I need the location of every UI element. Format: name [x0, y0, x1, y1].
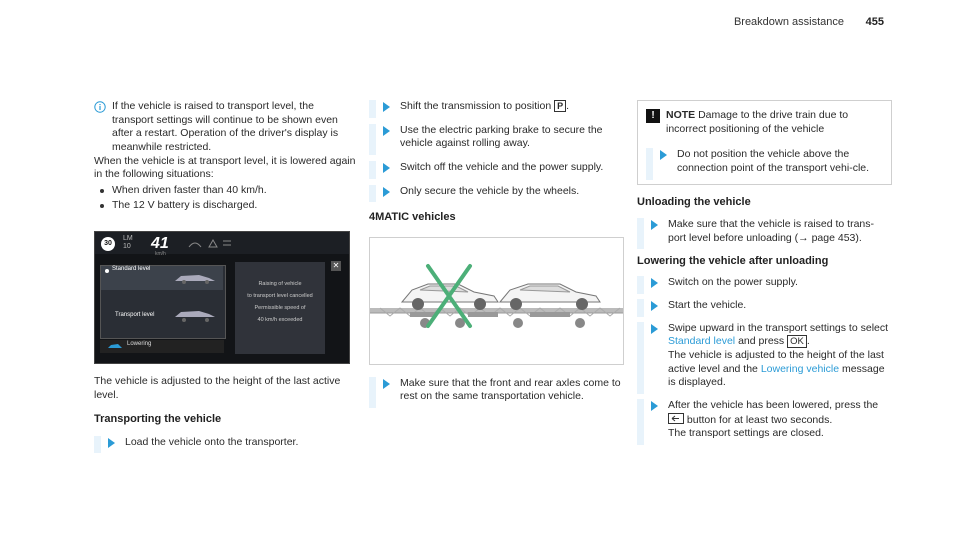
bullet-dot	[100, 189, 104, 193]
park-key-icon: P	[554, 100, 566, 112]
step-arrow-icon	[108, 438, 115, 448]
page-number: 455	[865, 16, 884, 28]
transport-illustration	[369, 237, 624, 365]
list-item-text: The 12 V battery is discharged.	[112, 199, 258, 212]
step-item	[369, 185, 622, 199]
step-item	[637, 218, 890, 245]
back-button-icon	[668, 413, 684, 424]
step-text: Make sure that the vehicle is raised to trans-port level before unloading (→ page 453).	[668, 217, 875, 244]
step-item	[369, 100, 622, 114]
step-text: Switch off the vehicle and the power supply.	[400, 160, 604, 173]
step-item	[369, 161, 622, 175]
step-text: Shift the transmission to position P .	[400, 100, 570, 112]
column-3	[637, 100, 890, 441]
note-text: If the vehicle is raised to transport level, the transport settings will continue to be shown even after a restart. Operation of the driver's display is meanwhile restricted.	[112, 100, 339, 153]
step-text: After the vehicle has been lowered, press the button for at least two seconds. The transport settings are closed.	[668, 398, 879, 440]
step-arrow-icon	[651, 401, 658, 411]
step-text: Only secure the vehicle by the wheels.	[400, 184, 580, 197]
step-arrow-icon	[383, 187, 390, 197]
message-text: Raising of vehicle to transport level cancelled Permissible speed of 40 km/h exceeded	[247, 281, 313, 324]
gear-indicator: LM 10	[123, 235, 133, 251]
figure-caption: The vehicle is adjusted to the height of the last active level.	[94, 375, 341, 401]
step-text: Make sure that the front and rear axles come to rest on the same transportation vehicle.	[400, 376, 621, 403]
step-arrow-icon	[383, 126, 390, 136]
close-icon: ✕	[332, 261, 340, 271]
step-arrow-icon	[383, 163, 390, 173]
step-item	[94, 436, 356, 450]
step-arrow-icon	[383, 379, 390, 389]
step-item	[637, 276, 890, 290]
warning-icon: !	[646, 109, 660, 123]
transporter-cars-image	[370, 238, 623, 364]
step-text: Load the vehicle onto the transporter.	[125, 435, 299, 448]
list-item	[100, 184, 356, 198]
ok-key-icon: OK	[787, 335, 807, 348]
step-arrow-icon	[651, 301, 658, 311]
menu-standard-level: Standard level	[112, 266, 151, 273]
step-arrow-icon	[651, 220, 658, 230]
lowering-vehicle-link: Lowering vehicle	[760, 362, 840, 375]
step-item	[646, 148, 883, 175]
header-title: Breakdown assistance	[733, 16, 844, 28]
step-arrow-icon	[651, 278, 658, 288]
info-note	[94, 100, 356, 155]
step-item	[637, 299, 890, 313]
speed-readout: 41	[151, 235, 169, 253]
step-text: Swipe upward in the transport settings to select Standard level and press OK . The vehicle is adjusted to the height of the last active level and the Lowering vehicle message is displayed.	[668, 321, 889, 389]
step-text: Do not position the vehicle above the connection point of the transport vehi-cle.	[677, 148, 870, 174]
driver-display-image	[94, 231, 350, 364]
info-icon	[94, 101, 106, 113]
step-item	[369, 124, 622, 151]
step-text: Use the electric parking brake to secure the vehicle against rolling away.	[400, 123, 603, 150]
speed-limit-sign: 30	[101, 237, 115, 251]
section-heading: Transporting the vehicle	[94, 413, 222, 426]
section-heading: Unloading the vehicle	[637, 195, 751, 208]
warning-header	[646, 109, 883, 136]
warning-box	[637, 100, 892, 185]
bullet-dot	[100, 204, 104, 208]
step-arrow-icon	[383, 102, 390, 112]
section-heading: 4MATIC vehicles	[369, 211, 456, 224]
standard-level-link: Standard level	[668, 335, 736, 348]
step-arrow-icon	[660, 150, 667, 160]
speed-unit: km/h	[155, 251, 166, 258]
list-item-text: When driven faster than 40 km/h.	[112, 183, 267, 196]
column-1	[94, 100, 356, 449]
car-icon	[173, 308, 217, 322]
step-text: Switch on the power supply.	[668, 276, 798, 289]
step-item	[369, 377, 622, 404]
step-item	[637, 399, 890, 441]
menu-lowering: Lowering	[127, 341, 152, 348]
lowering-icon	[107, 342, 123, 350]
situations-para: When the vehicle is at transport level, it is lowered again in the following situations:	[94, 154, 356, 181]
step-arrow-icon	[651, 324, 658, 334]
step-item	[637, 322, 890, 390]
menu-transport-level: Transport level	[115, 312, 155, 319]
car-icon	[173, 270, 217, 284]
column-2	[369, 100, 622, 404]
section-heading: Lowering the vehicle after unloading	[637, 255, 829, 268]
list-item	[100, 199, 356, 213]
assist-icons	[187, 237, 237, 249]
step-text: Start the vehicle.	[668, 299, 747, 312]
warning-text: NOTE Damage to the drive train due to incorrect positioning of the vehicle	[666, 109, 849, 135]
